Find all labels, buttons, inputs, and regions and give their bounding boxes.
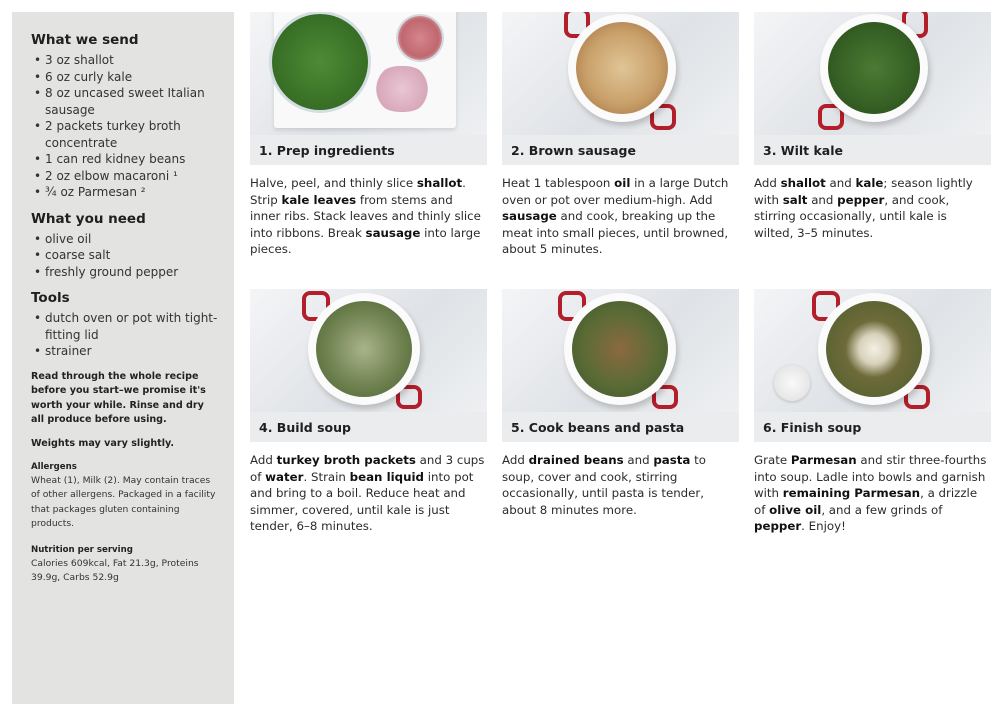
list-item: • 1 can red kidney beans (31, 151, 220, 168)
what-you-need-heading: What you need (31, 210, 146, 227)
ingredient-emphasis: kale (855, 176, 884, 190)
list-item: • coarse salt (31, 247, 220, 264)
list-item: • freshly ground pepper (31, 264, 220, 281)
ingredient-emphasis: drained beans (528, 453, 624, 467)
step-card-5 (502, 289, 739, 518)
step-5-title: 5. Cook beans and pasta (502, 412, 739, 442)
step-1-photo (250, 12, 487, 135)
nutrition-heading: Nutrition per serving (31, 544, 133, 555)
list-item: • 3 oz shallot (31, 52, 220, 69)
allergens-text: Wheat (1), Milk (2). May contain traces of other allergens. Packaged in a facility that packages gluten containing products. (31, 474, 216, 529)
list-item: • ¾ oz Parmesan ² (31, 184, 220, 201)
ingredient-emphasis: pasta (653, 453, 691, 467)
weights-note: Weights may vary slightly. (31, 437, 175, 449)
step-3-title: 3. Wilt kale (754, 135, 991, 165)
ingredient-emphasis: oil (614, 176, 631, 190)
list-item: • 2 oz elbow macaroni ¹ (31, 168, 220, 185)
what-we-send-list (31, 52, 220, 201)
tools-heading: Tools (31, 290, 70, 306)
step-4-text: Add turkey broth packets and 3 cups of water. Strain bean liquid into pot and bring to a boil. Reduce heat and simmer, covered, until kale is just tender, 6–8 minutes. (250, 453, 485, 534)
what-you-need-list (31, 231, 220, 281)
step-6-photo (754, 289, 991, 412)
step-2-photo (502, 12, 739, 135)
ingredient-emphasis: olive oil (769, 502, 822, 517)
step-6-title: 6. Finish soup (754, 412, 991, 442)
ingredient-emphasis: bean liquid (349, 469, 424, 484)
ingredient-emphasis: pepper (754, 519, 802, 534)
step-card-4 (250, 289, 487, 535)
step-1-text: Halve, peel, and thinly slice shallot. Strip kale leaves from stems and inner ribs. Stack leaves and thinly slice into ribbons. Break sausage into large pieces. (250, 176, 481, 257)
list-item: • 8 oz uncased sweet Italian sausage (31, 85, 220, 118)
step-3-photo (754, 12, 991, 135)
step-4-title: 4. Build soup (250, 412, 487, 442)
step-card-2 (502, 12, 739, 258)
step-6-text: Grate Parmesan and stir three-fourths into soup. Ladle into bowls and garnish with remaining Parmesan, a drizzle of olive oil, and a few grinds of pepper. Enjoy! (754, 453, 987, 534)
ingredient-emphasis: kale leaves (281, 192, 357, 207)
ingredient-emphasis: shallot (780, 176, 826, 190)
list-item: • olive oil (31, 231, 220, 248)
step-5-text: Add drained beans and pasta to soup, cover and cook, stirring occasionally, until pasta is tender, about 8 minutes more. (502, 453, 706, 517)
step-2-text: Heat 1 tablespoon oil in a large Dutch oven or pot over medium-high. Add sausage and cook, breaking up the meat into small pieces, until browned, about 5 minutes. (502, 176, 729, 257)
step-card-3 (754, 12, 991, 241)
ingredient-emphasis: water (265, 469, 304, 484)
ingredient-emphasis: sausage (365, 225, 421, 240)
ingredient-emphasis: shallot (416, 176, 463, 190)
list-item: • strainer (31, 343, 220, 360)
ingredient-emphasis: Parmesan (790, 453, 857, 467)
allergens-heading: Allergens (31, 461, 77, 472)
step-card-1 (250, 12, 487, 258)
ingredients-sidebar (12, 12, 234, 704)
step-3-text: Add shallot and kale; season lightly with salt and pepper, and cook, stirring occasionally, until kale is wilted, 3–5 minutes. (754, 176, 973, 240)
what-we-send-heading: What we send (31, 32, 139, 48)
tools-list (31, 310, 220, 360)
step-card-6 (754, 289, 991, 535)
step-4-photo (250, 289, 487, 412)
ingredient-emphasis: salt (782, 192, 808, 207)
list-item: • 6 oz curly kale (31, 69, 220, 86)
ingredient-emphasis: remaining Parmesan (782, 486, 921, 501)
ingredient-emphasis: sausage (502, 209, 557, 224)
list-item: • dutch oven or pot with tight-fitting lid (31, 310, 220, 343)
list-item: • 2 packets turkey broth concentrate (31, 118, 220, 151)
recipe-note: Read through the whole recipe before you start–we promise it's worth your while. Rinse and dry all produce before using. (31, 370, 206, 425)
ingredient-emphasis: pepper (837, 192, 885, 207)
step-5-photo (502, 289, 739, 412)
nutrition-text: Calories 609kcal, Fat 21.3g, Proteins 39.9g, Carbs 52.9g (31, 557, 199, 583)
step-2-title: 2. Brown sausage (502, 135, 739, 165)
ingredient-emphasis: turkey broth packets (276, 453, 416, 467)
step-1-title: 1. Prep ingredients (250, 135, 487, 165)
